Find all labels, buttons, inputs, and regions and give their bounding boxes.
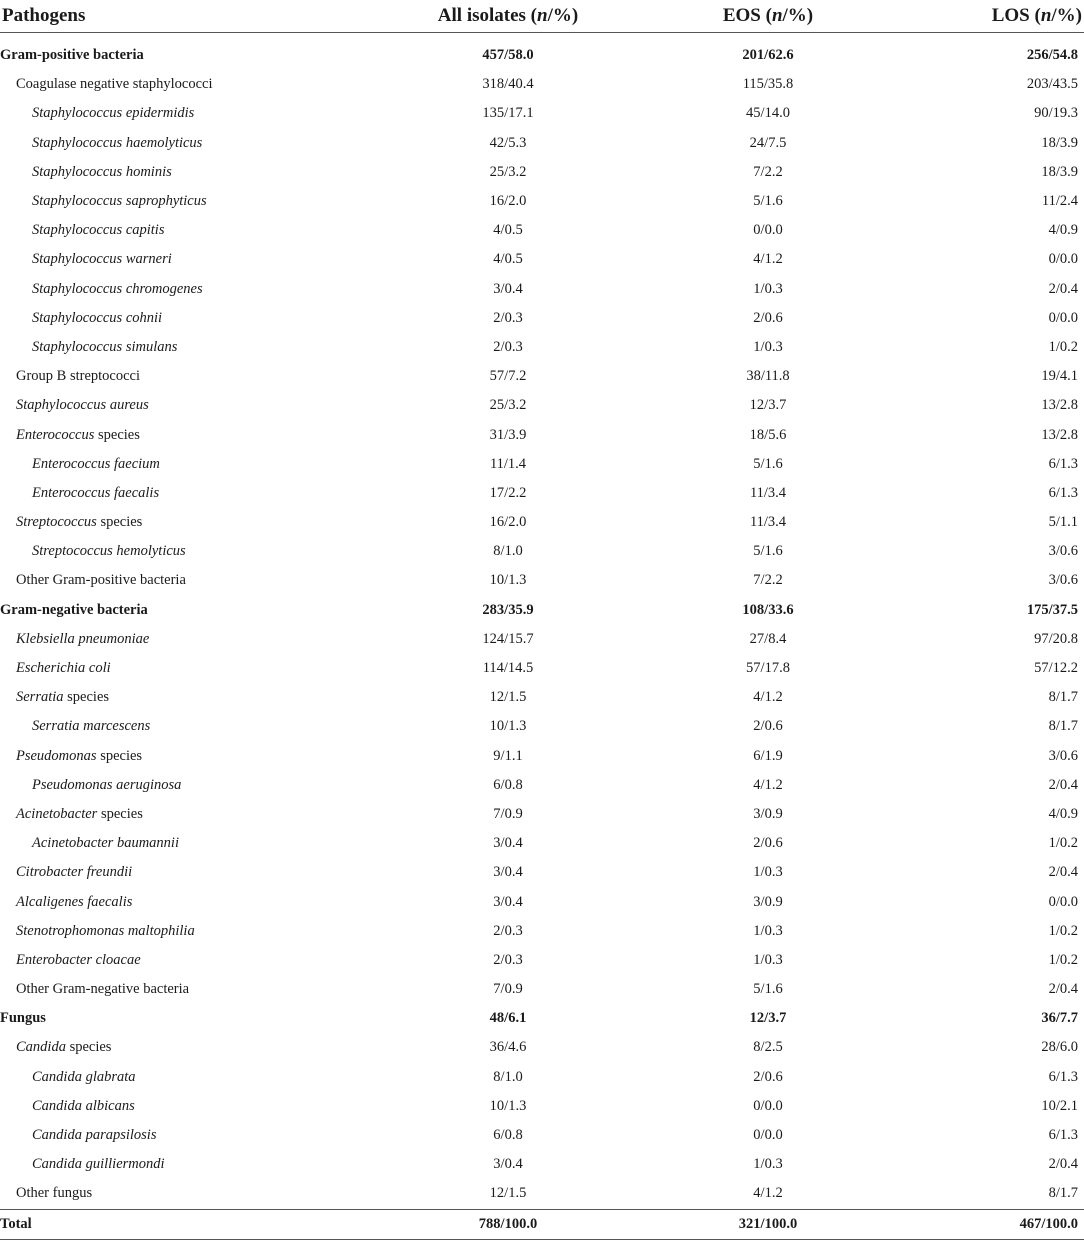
eos-cell: 5/1.6 (753, 981, 783, 998)
pathogen-italic-name: Staphylococcus cohnii (32, 309, 163, 326)
los-cell: 3/0.6 (1048, 572, 1078, 589)
eos-cell: 5/1.6 (753, 455, 783, 472)
los-cell: 36/7.7 (1041, 1010, 1078, 1027)
pathogen-name-text: Other Gram-negative bacteria (16, 981, 190, 998)
pathogen-italic-name: Staphylococcus capitis (32, 222, 165, 239)
pathogen-name-cell (0, 1033, 380, 1062)
los-cell: 10/2.1 (1041, 1097, 1078, 1114)
table-row (0, 566, 1084, 595)
los-cell: 2/0.4 (1048, 280, 1078, 297)
pathogen-name-text: Group B streptococci (16, 368, 141, 385)
los-cell: 4/0.9 (1048, 222, 1078, 239)
pathogen-name-cell (0, 917, 380, 946)
los-cell: 8/1.7 (1048, 718, 1078, 735)
all-isolates-cell: 31/3.9 (489, 426, 527, 443)
pathogen-italic-name: Acinetobacter (16, 805, 98, 822)
pathogen-italic-name: Serratia marcescens (32, 718, 151, 735)
table-row (0, 216, 1084, 245)
pathogen-name-cell (0, 712, 380, 741)
los-cell: 1/0.2 (1048, 835, 1078, 852)
table-row (0, 1033, 1084, 1062)
eos-cell: 4/1.2 (753, 1185, 783, 1202)
los-cell: 2/0.4 (1048, 1156, 1078, 1173)
eos-cell: 1/0.3 (753, 922, 783, 939)
table-row (0, 975, 1084, 1004)
los-cell: 1/0.2 (1048, 922, 1078, 939)
los-cell: 175/37.5 (1026, 601, 1078, 618)
los-cell: 6/1.3 (1048, 1068, 1078, 1085)
los-cell: 13/2.8 (1041, 426, 1078, 443)
table-row (0, 450, 1084, 479)
pathogen-name-cell (0, 829, 380, 858)
pathogen-name-cell (0, 1209, 380, 1239)
pathogen-name-cell (0, 41, 380, 70)
pathogen-name-cell (0, 450, 380, 479)
pathogen-name-cell (0, 245, 380, 274)
all-isolates-cell: 6/0.8 (493, 776, 523, 793)
all-isolates-cell: 283/35.9 (482, 601, 534, 618)
eos-cell: 38/11.8 (746, 368, 790, 385)
pathogen-italic-name: Enterococcus (16, 426, 95, 443)
all-isolates-cell: 788/100.0 (380, 1209, 636, 1239)
pathogen-name-text: Gram-positive bacteria (0, 47, 144, 64)
eos-cell: 27/8.4 (749, 630, 787, 647)
los-cell: 2/0.4 (1048, 981, 1078, 998)
all-isolates-cell: 6/0.8 (493, 1127, 523, 1144)
pathogen-name-cell (0, 771, 380, 800)
all-isolates-cell: 25/3.2 (489, 397, 527, 414)
los-cell: 11/2.4 (1041, 193, 1078, 210)
all-isolates-cell: 10/1.3 (489, 1097, 527, 1114)
table-row (0, 1121, 1084, 1150)
los-cell: 8/1.7 (1048, 689, 1078, 706)
header-los-n: n (1040, 5, 1052, 26)
eos-cell: 201/62.6 (742, 47, 794, 64)
table-row (0, 70, 1084, 99)
pathogen-name-text: Gram-negative bacteria (0, 601, 148, 618)
all-isolates-cell: 4/0.5 (493, 222, 523, 239)
table-row (0, 1179, 1084, 1209)
table-row (0, 187, 1084, 216)
pathogen-name-cell (0, 654, 380, 683)
header-eos-n: n (771, 5, 783, 26)
pathogen-name-cell (0, 887, 380, 916)
eos-cell: 8/2.5 (753, 1039, 783, 1056)
spacer-row (0, 33, 1084, 42)
table-row (0, 420, 1084, 449)
all-isolates-cell: 48/6.1 (489, 1010, 527, 1027)
table-row (0, 508, 1084, 537)
table-row (0, 800, 1084, 829)
eos-cell: 11/3.4 (749, 514, 787, 531)
all-isolates-cell: 57/7.2 (489, 368, 527, 385)
los-cell: 2/0.4 (1048, 864, 1078, 881)
header-eos-suffix: /%) (782, 5, 814, 26)
all-isolates-cell: 4/0.5 (493, 251, 523, 268)
table-header-row (0, 0, 1084, 33)
los-cell: 28/6.0 (1041, 1039, 1078, 1056)
all-isolates-cell: 12/1.5 (489, 689, 527, 706)
pathogen-italic-name: Pseudomonas (16, 747, 97, 764)
eos-cell: 1/0.3 (753, 1156, 783, 1173)
eos-cell: 6/1.9 (753, 747, 783, 764)
pathogen-name-cell (0, 333, 380, 362)
pathogen-name-cell (0, 858, 380, 887)
header-all-isolates (380, 0, 636, 33)
pathogen-name-text: species (94, 426, 140, 443)
eos-cell: 2/0.6 (753, 1068, 783, 1085)
pathogen-name-cell (0, 946, 380, 975)
all-isolates-cell: 42/5.3 (489, 134, 527, 151)
pathogen-name-cell (0, 1063, 380, 1092)
los-cell: 6/1.3 (1048, 455, 1078, 472)
group-row (0, 596, 1084, 625)
eos-cell: 0/0.0 (753, 1097, 783, 1114)
header-eos (636, 0, 900, 33)
eos-cell: 1/0.3 (753, 338, 783, 355)
los-cell: 203/43.5 (1026, 76, 1078, 93)
los-cell: 3/0.6 (1048, 747, 1078, 764)
all-isolates-cell: 3/0.4 (493, 280, 523, 297)
pathogen-name-cell (0, 275, 380, 304)
table-row (0, 625, 1084, 654)
header-los-prefix: LOS ( (991, 5, 1041, 26)
table-row (0, 887, 1084, 916)
pathogen-name-text: species (96, 747, 143, 764)
los-cell: 256/54.8 (1026, 47, 1078, 64)
pathogen-name-cell (0, 566, 380, 595)
eos-cell: 2/0.6 (753, 309, 783, 326)
eos-cell: 12/3.7 (749, 397, 787, 414)
pathogen-name-text: species (63, 689, 110, 706)
los-cell: 8/1.7 (1048, 1185, 1078, 1202)
pathogen-italic-name: Staphylococcus hominis (32, 163, 172, 180)
all-isolates-cell: 318/40.4 (482, 76, 534, 93)
los-cell: 6/1.3 (1048, 484, 1078, 501)
los-cell: 18/3.9 (1041, 163, 1078, 180)
table-row (0, 1063, 1084, 1092)
all-isolates-cell: 7/0.9 (493, 805, 523, 822)
eos-cell: 0/0.0 (753, 1127, 783, 1144)
eos-cell: 321/100.0 (636, 1209, 900, 1239)
pathogen-name-text: Other Gram-positive bacteria (16, 572, 186, 589)
header-los-suffix: /%) (1051, 5, 1082, 26)
all-isolates-cell: 2/0.3 (493, 951, 523, 968)
all-isolates-cell: 10/1.3 (489, 572, 527, 589)
pathogen-name-cell (0, 1150, 380, 1179)
all-isolates-cell: 12/1.5 (489, 1185, 527, 1202)
all-isolates-cell: 3/0.4 (493, 864, 523, 881)
pathogen-name-cell (0, 129, 380, 158)
header-eos-prefix: EOS ( (722, 5, 772, 26)
table-body (0, 33, 1084, 1240)
table-row (0, 1092, 1084, 1121)
total-row (0, 1209, 1084, 1239)
pathogen-name-text: Other fungus (16, 1185, 93, 1202)
pathogen-italic-name: Staphylococcus chromogenes (32, 280, 203, 297)
pathogen-italic-name: Acinetobacter baumannii (32, 835, 179, 852)
all-isolates-cell: 36/4.6 (489, 1039, 527, 1056)
pathogen-name-cell (0, 362, 380, 391)
eos-cell: 7/2.2 (753, 163, 783, 180)
eos-cell: 57/17.8 (746, 660, 790, 677)
eos-cell: 115/35.8 (742, 76, 794, 93)
eos-cell: 2/0.6 (753, 835, 783, 852)
pathogen-italic-name: Candida (16, 1039, 66, 1056)
los-cell: 6/1.3 (1048, 1127, 1078, 1144)
eos-cell: 4/1.2 (753, 776, 783, 793)
los-cell: 5/1.1 (1048, 514, 1078, 531)
pathogen-italic-name: Escherichia coli (16, 660, 111, 677)
spacer-cell (0, 33, 1084, 42)
pathogen-name-cell (0, 1121, 380, 1150)
pathogen-italic-name: Streptococcus hemolyticus (32, 543, 186, 560)
eos-cell: 7/2.2 (753, 572, 783, 589)
los-cell: 97/20.8 (1034, 630, 1078, 647)
pathogen-name-cell (0, 70, 380, 99)
pathogen-italic-name: Stenotrophomonas maltophilia (16, 922, 195, 939)
pathogen-name-cell (0, 1092, 380, 1121)
pathogen-name-cell (0, 683, 380, 712)
pathogen-name-text: Fungus (0, 1010, 46, 1027)
los-cell: 467/100.0 (900, 1209, 1084, 1239)
header-all-suffix: /%) (547, 5, 579, 26)
los-cell: 13/2.8 (1041, 397, 1078, 414)
table-row (0, 158, 1084, 187)
table-row (0, 683, 1084, 712)
all-isolates-cell: 9/1.1 (493, 747, 523, 764)
pathogen-name-cell (0, 537, 380, 566)
los-cell: 90/19.3 (1034, 105, 1078, 122)
table-row (0, 917, 1084, 946)
all-isolates-cell: 16/2.0 (489, 193, 527, 210)
los-cell: 3/0.6 (1048, 543, 1078, 560)
all-isolates-cell: 124/15.7 (482, 630, 534, 647)
header-all-n: n (537, 5, 548, 26)
pathogen-italic-name: Klebsiella pneumoniae (16, 630, 150, 647)
all-isolates-cell: 3/0.4 (493, 893, 523, 910)
pathogen-italic-name: Citrobacter freundii (16, 864, 133, 881)
los-cell: 0/0.0 (1048, 251, 1078, 268)
pathogen-italic-name: Staphylococcus saprophyticus (32, 193, 207, 210)
all-isolates-cell: 10/1.3 (489, 718, 527, 735)
pathogen-name-text: species (97, 805, 143, 822)
all-isolates-cell: 135/17.1 (482, 105, 534, 122)
table-row (0, 654, 1084, 683)
pathogen-italic-name: Alcaligenes faecalis (16, 893, 133, 910)
table-row (0, 129, 1084, 158)
pathogen-name-cell (0, 391, 380, 420)
pathogen-name-cell (0, 508, 380, 537)
all-isolates-cell: 114/14.5 (482, 660, 534, 677)
pathogen-name-text: species (96, 514, 143, 531)
eos-cell: 4/1.2 (753, 251, 783, 268)
all-isolates-cell: 2/0.3 (493, 309, 523, 326)
all-isolates-cell: 457/58.0 (482, 47, 534, 64)
pathogen-italic-name: Enterococcus faecium (32, 455, 160, 472)
eos-cell: 1/0.3 (753, 951, 783, 968)
los-cell: 2/0.4 (1048, 776, 1078, 793)
los-cell: 18/3.9 (1041, 134, 1078, 151)
pathogen-name-cell (0, 742, 380, 771)
eos-cell: 0/0.0 (753, 222, 783, 239)
eos-cell: 1/0.3 (753, 280, 783, 297)
pathogen-name-cell (0, 216, 380, 245)
eos-cell: 3/0.9 (753, 893, 783, 910)
table-row (0, 829, 1084, 858)
los-cell: 0/0.0 (1048, 893, 1078, 910)
pathogen-italic-name: Pseudomonas aeruginosa (32, 776, 182, 793)
pathogen-name-text: species (65, 1039, 112, 1056)
pathogen-italic-name: Enterobacter cloacae (16, 951, 141, 968)
los-cell: 1/0.2 (1048, 338, 1078, 355)
pathogen-name-cell (0, 158, 380, 187)
pathogen-italic-name: Staphylococcus warneri (32, 251, 172, 268)
table-row (0, 712, 1084, 741)
all-isolates-cell: 2/0.3 (493, 338, 523, 355)
pathogen-name-cell (0, 1004, 380, 1033)
pathogen-italic-name: Candida guilliermondi (32, 1156, 165, 1173)
table-row (0, 333, 1084, 362)
pathogen-name-cell (0, 1179, 380, 1209)
pathogen-italic-name: Staphylococcus haemolyticus (32, 134, 203, 151)
pathogen-name-text: Total (0, 1215, 32, 1232)
all-isolates-cell: 16/2.0 (489, 514, 527, 531)
pathogen-name-cell (0, 596, 380, 625)
pathogen-italic-name: Enterococcus faecalis (32, 484, 160, 501)
pathogen-italic-name: Staphylococcus aureus (16, 397, 149, 414)
all-isolates-cell: 2/0.3 (493, 922, 523, 939)
los-cell: 57/12.2 (1034, 660, 1078, 677)
los-cell: 19/4.1 (1041, 368, 1078, 385)
group-row (0, 41, 1084, 70)
all-isolates-cell: 8/1.0 (493, 543, 523, 560)
table-row (0, 742, 1084, 771)
all-isolates-cell: 8/1.0 (493, 1068, 523, 1085)
eos-cell: 3/0.9 (753, 805, 783, 822)
pathogen-name-text: Coagulase negative staphylococci (16, 76, 213, 93)
eos-cell: 11/3.4 (749, 484, 787, 501)
eos-cell: 18/5.6 (749, 426, 787, 443)
los-cell: 1/0.2 (1048, 951, 1078, 968)
eos-cell: 12/3.7 (749, 1010, 787, 1027)
table-row (0, 391, 1084, 420)
all-isolates-cell: 3/0.4 (493, 1156, 523, 1173)
pathogen-name-cell (0, 420, 380, 449)
all-isolates-cell: 25/3.2 (489, 163, 527, 180)
table-row (0, 245, 1084, 274)
eos-cell: 45/14.0 (746, 105, 790, 122)
table-row (0, 1150, 1084, 1179)
eos-cell: 5/1.6 (753, 543, 783, 560)
eos-cell: 2/0.6 (753, 718, 783, 735)
all-isolates-cell: 3/0.4 (493, 835, 523, 852)
table-row (0, 362, 1084, 391)
all-isolates-cell: 7/0.9 (493, 981, 523, 998)
pathogen-name-cell (0, 625, 380, 654)
pathogen-name-cell (0, 99, 380, 128)
table-row (0, 858, 1084, 887)
all-isolates-cell: 17/2.2 (489, 484, 527, 501)
table-row (0, 479, 1084, 508)
eos-cell: 1/0.3 (753, 864, 783, 881)
eos-cell: 4/1.2 (753, 689, 783, 706)
pathogen-italic-name: Staphylococcus simulans (32, 338, 178, 355)
pathogen-name-cell (0, 975, 380, 1004)
los-cell: 4/0.9 (1048, 805, 1078, 822)
group-row (0, 1004, 1084, 1033)
pathogen-italic-name: Streptococcus (16, 514, 97, 531)
eos-cell: 24/7.5 (749, 134, 787, 151)
header-pathogens: Pathogens (0, 0, 380, 33)
header-los (900, 0, 1084, 33)
eos-cell: 5/1.6 (753, 193, 783, 210)
header-all-prefix: All isolates ( (437, 5, 538, 26)
table-row (0, 771, 1084, 800)
table-row (0, 99, 1084, 128)
pathogen-name-cell (0, 187, 380, 216)
eos-cell: 108/33.6 (742, 601, 794, 618)
pathogen-italic-name: Candida albicans (32, 1097, 135, 1114)
table-row (0, 946, 1084, 975)
pathogen-italic-name: Candida glabrata (32, 1068, 136, 1085)
table-row (0, 304, 1084, 333)
pathogen-name-cell (0, 304, 380, 333)
pathogen-name-cell (0, 800, 380, 829)
table-row (0, 537, 1084, 566)
pathogen-italic-name: Serratia (16, 689, 64, 706)
pathogen-name-cell (0, 479, 380, 508)
all-isolates-cell: 11/1.4 (489, 455, 527, 472)
pathogen-italic-name: Candida parapsilosis (32, 1127, 157, 1144)
table-row (0, 275, 1084, 304)
pathogen-italic-name: Staphylococcus epidermidis (32, 105, 195, 122)
los-cell: 0/0.0 (1048, 309, 1078, 326)
